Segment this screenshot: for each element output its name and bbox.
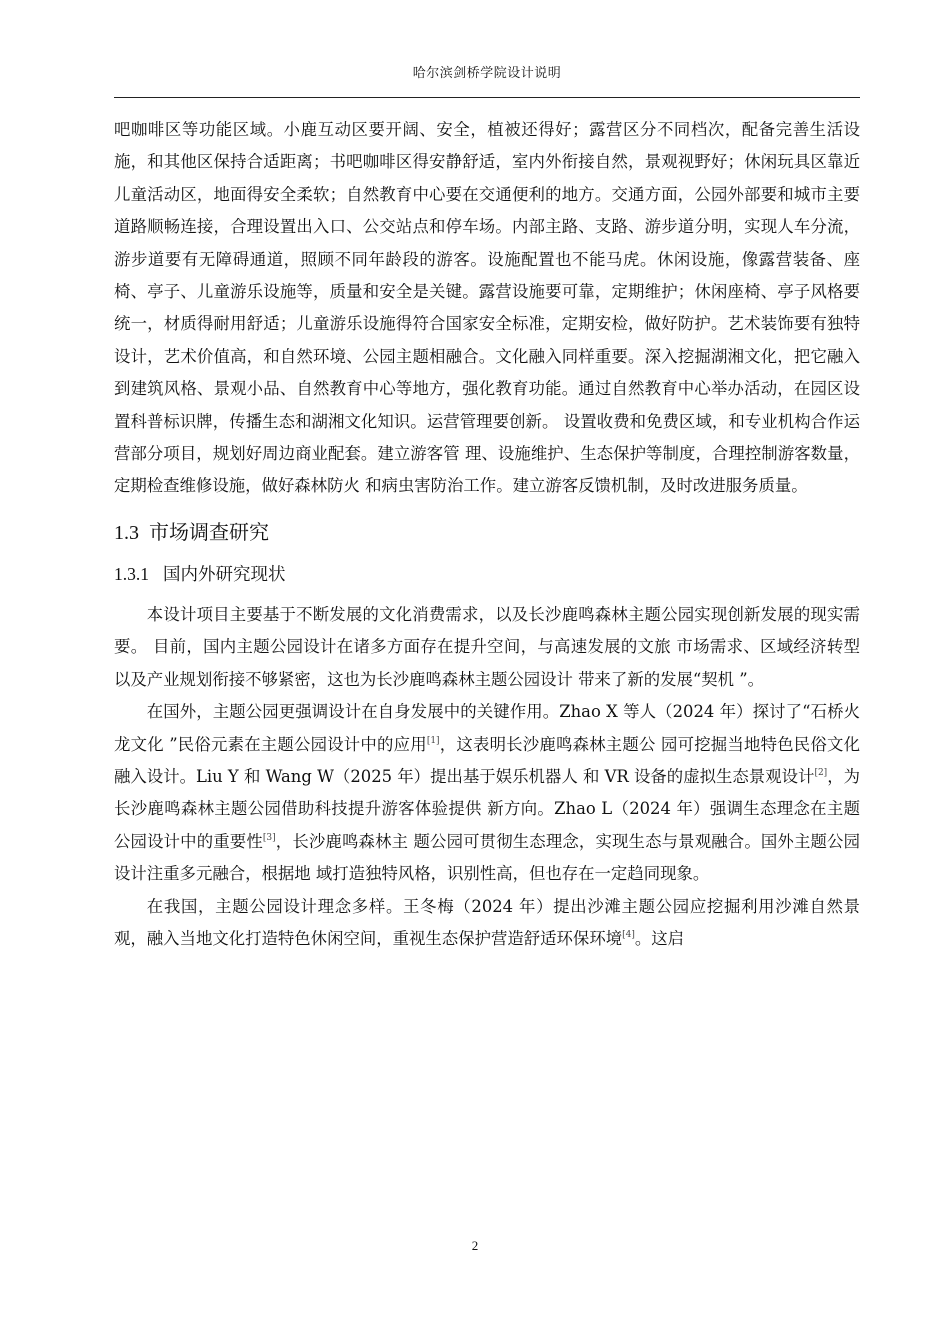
- paragraph-domestic-research: [114, 891, 860, 956]
- subsection-title: 国内外研究现状: [163, 564, 286, 585]
- paragraph-2-text-d: ，长沙鹿鸣森林主 题公园可贯彻生态理念，实现生态与景观融合。国外主题公园设计注重多元融合，根据地 域打造独特风格，识别性高，但也存在一定趋同现象。: [114, 831, 860, 884]
- section-number: 1.3: [114, 521, 139, 544]
- citation-ref-4[interactable]: [4]: [622, 929, 635, 940]
- subsection-heading: [114, 556, 860, 593]
- paragraph-3-text-b: 。这启: [634, 928, 685, 948]
- section-title: 市场调查研究: [149, 519, 269, 544]
- subsection-number: 1.3.1: [114, 563, 149, 584]
- section-heading: [114, 513, 860, 552]
- intro-paragraph: 吧咖啡区等功能区域。小鹿互动区要开阔、安全，植被还得好；露营区分不同档次，配备完善生活设施，和其他区保持合适距离；书吧咖啡区得安静舒适，室内外衔接自然，景观视野好；休闲玩具区靠近儿童活动区，地面得安全柔软；自然教育中心要在交通便利的地方。交通方面，公园外部要和城市主要道路顺畅连接，合理设置出入口、公交站点和停车场。内部主路、支路、游步道分明，实现人车分流，游步道要有无障碍通道，照顾不同年龄段的游客。设施配置也不能马虎。休闲设施，像露营装备、座椅、亭子、儿童游乐设施等，质量和安全是关键。露营设施要可靠，定期维护；休闲座椅、亭子风格要统一，材质得耐用舒适；儿童游乐设施得符合国家安全标准，定期安检，做好防护。艺术装饰要有独特设计，艺术价值高，和自然环境、公园主题相融合。文化融入同样重要。深入挖掘湖湘文化，把它融入到建筑风格、景观小品、自然教育中心等地方，强化教育功能。通过自然教育中心举办活动，在园区设置科普标识牌，传播生态和湖湘文化知识。运营管理要创新。 设置收费和免费区域，和专业机构合作运营部分项目，规划好周边商业配套。建立游客管 理、设施维护、生态保护等制度，合理控制游客数量，定期检查维修设施，做好森林防火 和病虫害防治工作。建立游客反馈机制，及时改进服务质量。: [114, 120, 860, 496]
- paragraph-2-text-c: ，为长沙鹿鸣森林主题公园借助科技提升游客体验提供 新方向。Zhao L（2024 年）强调生态理念在主题公园设计中的重要性: [114, 766, 860, 851]
- page-header: 哈尔滨剑桥学院设计说明: [412, 66, 562, 81]
- paragraph-2-text-b: ，这表明长沙鹿鸣森林主题公 园可挖掘当地特色民俗文化融入设计。Liu Y 和 Wang W（2025 年）提出基于娱乐机器人 和 VR 设备的虚拟生态景观设计: [114, 734, 860, 786]
- citation-ref-1[interactable]: [1]: [426, 735, 440, 746]
- citation-ref-2[interactable]: [2]: [814, 767, 828, 778]
- header-rule: [114, 97, 860, 98]
- paragraph-2-text-a: 在国外，主题公园更强调设计在自身发展中的关键作用。Zhao X 等人（2024 年）探讨了“石桥火龙文化 ”民俗元素在主题公园设计中的应用: [114, 702, 860, 754]
- page-number: 2: [471, 1238, 479, 1253]
- page-content: [114, 114, 860, 955]
- paragraph-domestic-needs: 本设计项目主要基于不断发展的文化消费需求，以及长沙鹿鸣森林主题公园实现创新发展的现实需要。 目前，国内主题公园设计在诸多方面存在提升空间，与高速发展的文旅 市场需求、区域经济转型以及产业规划衔接不够紧密，这也为长沙鹿鸣森林主题公园设计 带来了新的发展“契机 ”。: [114, 604, 860, 689]
- paragraph-foreign-research: [114, 696, 860, 890]
- paragraph-3-text-a: 在我国，主题公园设计理念多样。王冬梅（2024 年）提出沙滩主题公园应挖掘利用沙滩自然景观，融入当地文化打造特色休闲空间，重视生态保护营造舒适环保环境: [114, 896, 860, 948]
- citation-ref-3[interactable]: [3]: [262, 832, 276, 843]
